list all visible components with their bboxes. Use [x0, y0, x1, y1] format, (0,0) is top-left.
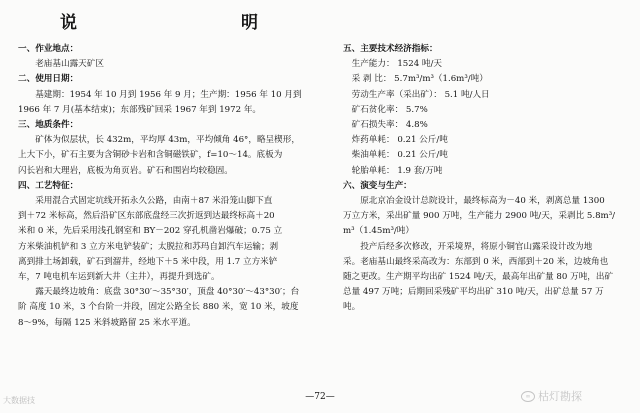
process-line-6: 车，7 吨电机车运到新大井（主井），再提升到选矿。	[18, 272, 220, 283]
indicator-value: 5.7m³/m³（1.6m³/吨）	[394, 74, 488, 85]
indicator-value: 5.7%	[405, 104, 428, 115]
indicator-row	[352, 88, 633, 103]
process-line-9: 8～9%，每隔 125 米斜坡路留 25 米水平道。	[18, 317, 196, 328]
indicator-value: 4.8%	[405, 120, 428, 131]
process-line-7: 露天最终边坡角：底盘 30°30′～35°30′，顶盘 40°30′～43°30′；台	[35, 287, 300, 298]
section-heading-geology: 三、地质条件：	[18, 120, 79, 131]
indicator-key: 矿石损失率：	[351, 120, 404, 131]
evolution-line-6: 随之更改。生产期平均出矿 1524 吨/天，最高年出矿量 80 万吨，出矿	[343, 272, 614, 283]
process-line-2: 到＋72 米标高，然后沿矿区东部底盘经三次折返到达最终标高＋20	[18, 211, 275, 222]
geology-line-3: 闪长岩和大理岩，底板为角页岩。矿石和围岩均较稳固。	[18, 165, 233, 176]
indicator-row	[352, 103, 633, 118]
evolution-line-8: 吨。	[343, 302, 361, 313]
indicator-row	[352, 118, 633, 133]
page-title	[60, 8, 260, 33]
geology-line-1: 矿体为似层状，长 432m，平均厚 43m，平均倾角 46°，略呈楔形，	[35, 135, 300, 146]
indicator-key: 柴油单耗：	[351, 150, 395, 161]
indicator-key: 轮胎单耗：	[351, 165, 395, 176]
evolution-line-1: 原北京冶金设计总院设计，最终标高为－40 米，剥离总量 1300	[360, 196, 605, 207]
watermark-right	[521, 388, 582, 404]
indicator-key: 炸药单耗：	[351, 135, 395, 146]
title-char-1: 说	[60, 13, 79, 33]
indicator-key: 矿石贫化率：	[351, 104, 404, 115]
indicator-value: 1.9 套/万吨	[397, 165, 443, 176]
indicators-list	[343, 57, 633, 179]
geology-line-2: 上大下小，矿石主要为含铜砂卡岩和含铜磁铁矿，f=10～14。底板为	[18, 150, 283, 161]
indicator-key: 采 剥 比：	[351, 74, 392, 85]
process-line-8: 阶 高度 10 米，3 个台阶一并段，固定公路全长 880 米，宽 10 米，坡度	[18, 302, 299, 313]
indicator-row	[352, 148, 633, 163]
indicator-value: 5.1 吨/人日	[444, 89, 490, 100]
process-line-4: 方米柴油机铲和 3 立方米电铲装矿；太脱拉和苏玛自卸汽车运输；剥	[18, 241, 279, 252]
indicator-row	[352, 164, 633, 179]
indicator-key: 生产能力：	[351, 59, 395, 70]
section-heading-evolution: 六、演变与生产：	[343, 180, 412, 191]
indicator-value: 0.21 公斤/吨	[397, 135, 448, 146]
dates-line-1: 基建期：1954 年 10 月到 1956 年 9 月；生产期：1956 年 10 月到	[35, 89, 302, 100]
indicator-key: 劳动生产率（采出矿）：	[351, 89, 442, 100]
wechat-icon: ∞	[521, 391, 535, 402]
indicator-row	[352, 72, 633, 87]
evolution-line-7: 总量 497 万吨；后期回采残矿平均出矿 310 吨/天，出矿总量 57 万	[343, 287, 604, 298]
watermark-right-text: 枯灯勘探	[538, 390, 582, 403]
process-line-5: 离到排土场卸载，矿石到溜井，经地下＋5 米中段，用 1.7 立方米铲	[18, 256, 278, 267]
section-heading-location: 一、作业地点：	[18, 44, 79, 54]
evolution-line-3: m³（1.45m³/吨）	[343, 226, 414, 237]
right-column	[343, 42, 633, 316]
watermark-left	[3, 395, 35, 406]
evolution-line-5: 采。老庙基山最终采高改为：东部到 0 米，西部到＋20 米，边坡角也	[343, 256, 609, 267]
section-heading-indicators: 五、主要技术经济指标：	[343, 44, 438, 54]
process-line-1: 采用混合式固定坑线开拓永久公路，由南＋87 米沿笼山脚下直	[35, 196, 273, 207]
page-number: —72—	[305, 392, 335, 402]
dates-line-2: 1966 年 7 月(基本结束)；东部残矿回采 1967 年到 1972 年。	[18, 104, 262, 115]
evolution-line-2: 万立方米，采出矿量 900 万吨，生产能力 2900 吨/天，采剥比 5.8m³/	[343, 211, 616, 222]
indicator-value: 0.21 公斤/吨	[397, 150, 448, 161]
location-text: 老庙基山露天矿区	[35, 59, 104, 70]
process-line-3: 米和 0 米，先后采用浅孔钢室和 BY－202 穿孔机凿岩爆破；0.75 立	[18, 226, 283, 237]
title-char-2: 明	[241, 13, 260, 33]
indicator-row	[352, 57, 633, 72]
indicator-row	[352, 133, 633, 148]
left-column	[18, 42, 318, 331]
evolution-line-4: 投产后经多次修改，开采境界，将原小铜官山露采设计改为地	[360, 241, 593, 252]
indicator-value: 1524 吨/天	[397, 59, 442, 70]
section-heading-process: 四、工艺特征：	[18, 180, 79, 191]
section-heading-dates: 二、使用日期：	[18, 74, 79, 85]
watermark-left-text: 大数据技	[3, 396, 35, 405]
